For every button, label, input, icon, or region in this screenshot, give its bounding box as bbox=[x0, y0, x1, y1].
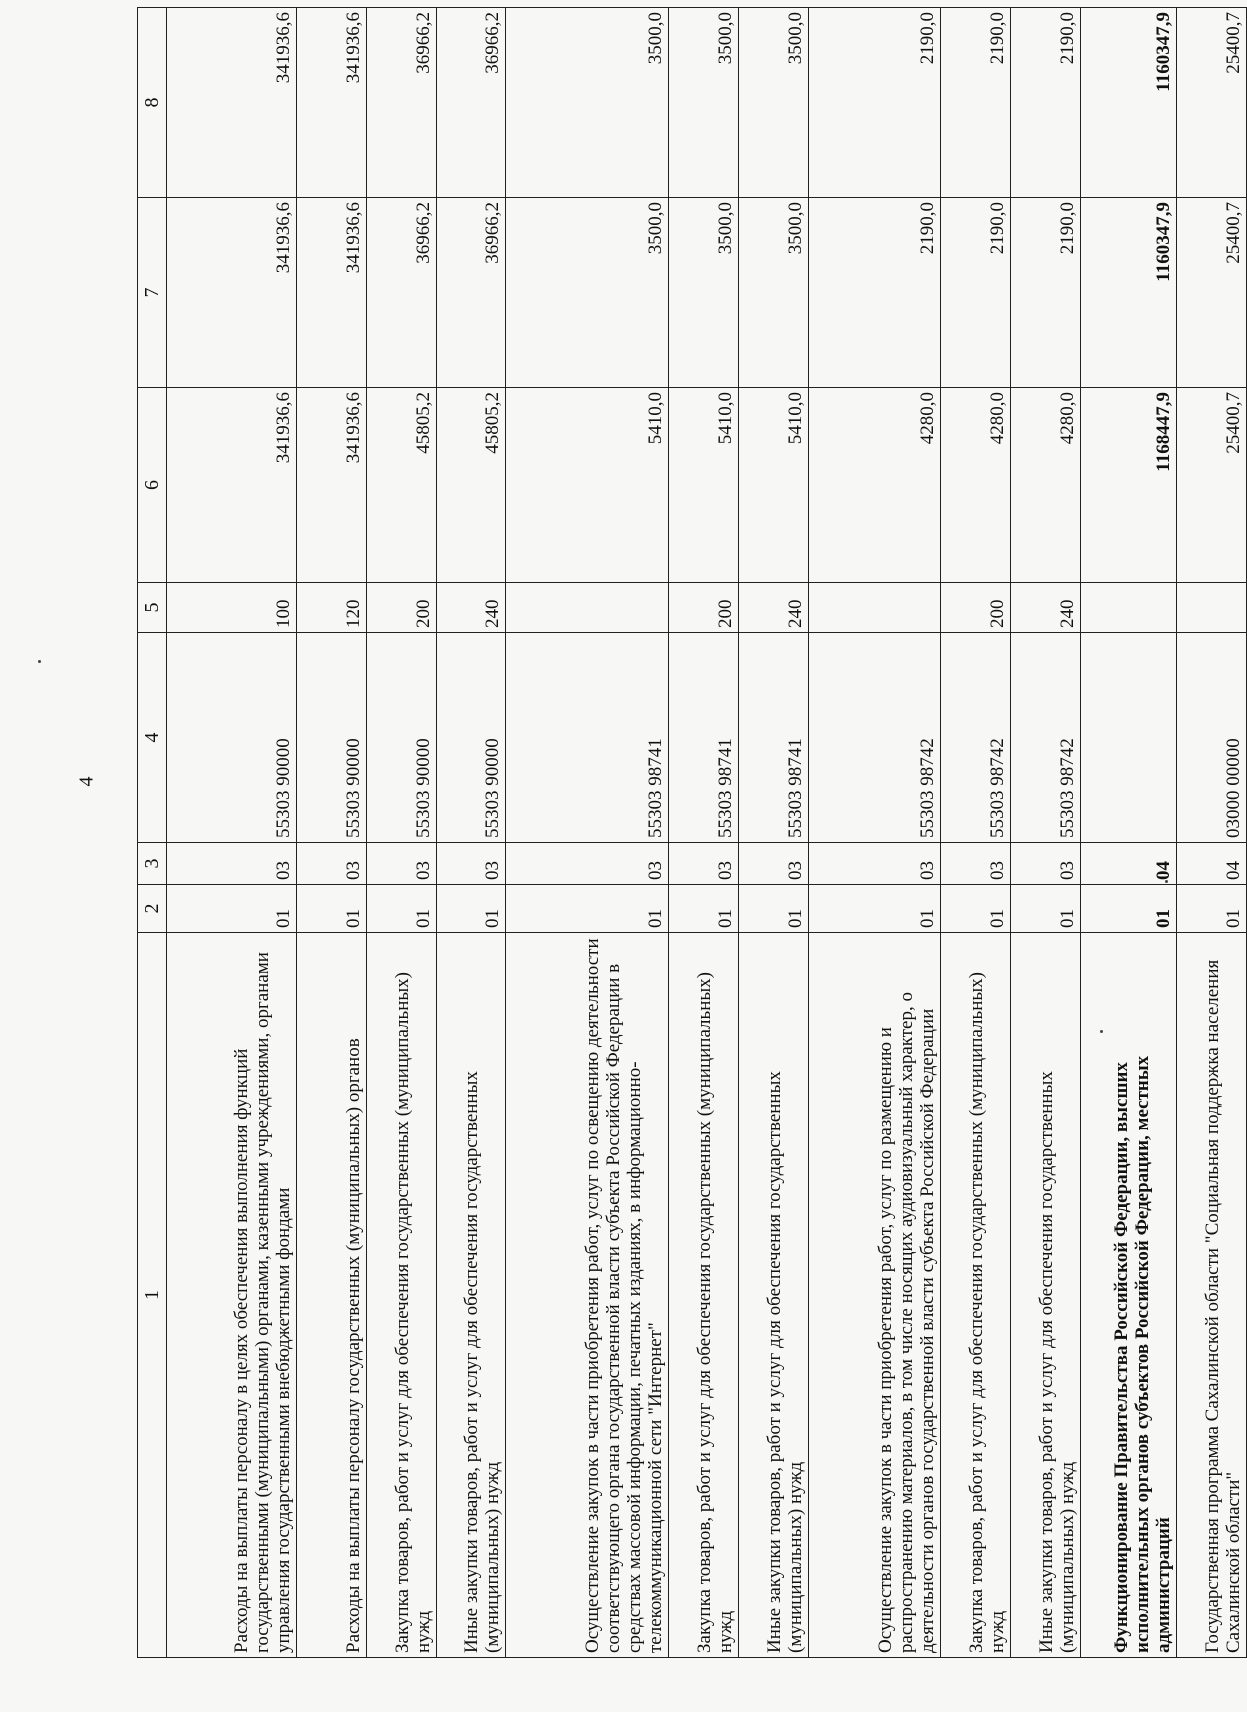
table-row bbox=[436, 8, 506, 1658]
target-article-code: 55303 98742 bbox=[1010, 633, 1080, 843]
col-header-5: 5 bbox=[138, 583, 167, 633]
amount-col6: 341936,6 bbox=[297, 388, 367, 583]
target-article-code: 55303 98741 bbox=[669, 633, 739, 843]
table-row bbox=[1177, 8, 1247, 1658]
table-row bbox=[808, 8, 941, 1658]
amount-col8: 2190,0 bbox=[808, 8, 941, 198]
expense-name: Закупка товаров, работ и услуг для обеспечения государственных (муниципальных) нужд bbox=[669, 933, 739, 1658]
target-article-code: 55303 90000 bbox=[436, 633, 506, 843]
section-code: 01 bbox=[367, 885, 437, 933]
amount-col8: 2190,0 bbox=[1010, 8, 1080, 198]
target-article-code: 55303 98742 bbox=[808, 633, 941, 843]
subsection-code: 03 bbox=[297, 843, 367, 885]
table-body bbox=[167, 8, 1247, 1658]
expense-type-code: 200 bbox=[367, 583, 437, 633]
subsection-code: 03 bbox=[941, 843, 1011, 885]
amount-col6: 25400,7 bbox=[1177, 388, 1247, 583]
amount-col8: 36966,2 bbox=[367, 8, 437, 198]
amount-col8: 2190,0 bbox=[941, 8, 1011, 198]
expense-type-code: 100 bbox=[167, 583, 297, 633]
expense-name: Государственная программа Сахалинской области "Социальная поддержка населения Сахалинской области" bbox=[1177, 933, 1247, 1658]
col-header-2: 2 bbox=[138, 885, 167, 933]
table-row bbox=[739, 8, 809, 1658]
table-row bbox=[669, 8, 739, 1658]
expense-type-code: 240 bbox=[1010, 583, 1080, 633]
amount-col8: 341936,6 bbox=[167, 8, 297, 198]
expense-type-code: 120 bbox=[297, 583, 367, 633]
expense-type-code: 200 bbox=[669, 583, 739, 633]
target-article-code: 03000 00000 bbox=[1177, 633, 1247, 843]
subsection-code: 03 bbox=[367, 843, 437, 885]
section-code: 01 bbox=[739, 885, 809, 933]
scan-speck bbox=[38, 660, 41, 663]
expense-type-code bbox=[1080, 583, 1177, 633]
amount-col7: 3500,0 bbox=[739, 198, 809, 388]
amount-col7: 36966,2 bbox=[367, 198, 437, 388]
subsection-code: 03 bbox=[669, 843, 739, 885]
expense-type-code: 200 bbox=[941, 583, 1011, 633]
subsection-code: 03 bbox=[1010, 843, 1080, 885]
amount-col8: 3500,0 bbox=[739, 8, 809, 198]
col-header-6: 6 bbox=[138, 388, 167, 583]
amount-col7: 1160347,9 bbox=[1080, 198, 1177, 388]
expense-name: Иные закупки товаров, работ и услуг для обеспечения государственных (муниципальных) нужд bbox=[739, 933, 809, 1658]
expense-type-code bbox=[808, 583, 941, 633]
amount-col8: 3500,0 bbox=[506, 8, 669, 198]
amount-col6: 4280,0 bbox=[1010, 388, 1080, 583]
col-header-7: 7 bbox=[138, 198, 167, 388]
subsection-code: 04 bbox=[1080, 843, 1177, 885]
page-number: 4 bbox=[75, 776, 98, 787]
amount-col6: 4280,0 bbox=[808, 388, 941, 583]
amount-col6: 45805,2 bbox=[436, 388, 506, 583]
section-code: 01 bbox=[1177, 885, 1247, 933]
amount-col6: 5410,0 bbox=[506, 388, 669, 583]
expense-name: Осуществление закупок в части приобретения работ, услуг по размещению и распространению материалов, в том числе носящих аудиовизуальный характер, о деятельности органов государственной власти субъекта Российской Федерации bbox=[808, 933, 941, 1658]
col-header-4: 4 bbox=[138, 633, 167, 843]
section-code: 01 bbox=[941, 885, 1011, 933]
expense-type-code: 240 bbox=[739, 583, 809, 633]
expense-name: Расходы на выплаты персоналу в целях обеспечения выполнения функций государственными (муниципальными) органами, казенными учреждениями, органами управления государственными внебюджетными фондами bbox=[167, 933, 297, 1658]
amount-col7: 25400,7 bbox=[1177, 198, 1247, 388]
subsection-code: 03 bbox=[436, 843, 506, 885]
budget-table bbox=[137, 7, 1247, 1658]
section-code: 01 bbox=[436, 885, 506, 933]
table-row bbox=[506, 8, 669, 1658]
target-article-code: 55303 90000 bbox=[297, 633, 367, 843]
amount-col8: 25400,7 bbox=[1177, 8, 1247, 198]
table-row bbox=[167, 8, 297, 1658]
expense-name: Расходы на выплаты персоналу государственных (муниципальных) органов bbox=[297, 933, 367, 1658]
target-article-code: 55303 90000 bbox=[167, 633, 297, 843]
amount-col7: 3500,0 bbox=[506, 198, 669, 388]
table-row bbox=[297, 8, 367, 1658]
section-code: 01 bbox=[808, 885, 941, 933]
amount-col8: 36966,2 bbox=[436, 8, 506, 198]
section-code: 01 bbox=[167, 885, 297, 933]
table-row bbox=[941, 8, 1011, 1658]
table-row bbox=[367, 8, 437, 1658]
table-row bbox=[1080, 8, 1177, 1658]
amount-col6: 5410,0 bbox=[739, 388, 809, 583]
amount-col7: 3500,0 bbox=[669, 198, 739, 388]
amount-col7: 2190,0 bbox=[941, 198, 1011, 388]
amount-col8: 341936,6 bbox=[297, 8, 367, 198]
amount-col7: 36966,2 bbox=[436, 198, 506, 388]
target-article-code bbox=[1080, 633, 1177, 843]
amount-col7: 2190,0 bbox=[1010, 198, 1080, 388]
section-code: 01 bbox=[506, 885, 669, 933]
expense-name: Осуществление закупок в части приобретения работ, услуг по освещению деятельности соответствующего органа государственной власти субъекта Российской Федерации в средствах массовой информации, печатных изданиях, в информационно-телекоммуникационной сети "Интернет" bbox=[506, 933, 669, 1658]
expense-type-code bbox=[506, 583, 669, 633]
amount-col7: 2190,0 bbox=[808, 198, 941, 388]
expense-type-code: 240 bbox=[436, 583, 506, 633]
table-row bbox=[1010, 8, 1080, 1658]
target-article-code: 55303 98741 bbox=[739, 633, 809, 843]
subsection-code: 03 bbox=[808, 843, 941, 885]
expense-name: Закупка товаров, работ и услуг для обеспечения государственных (муниципальных) нужд bbox=[367, 933, 437, 1658]
amount-col6: 341936,6 bbox=[167, 388, 297, 583]
subsection-code: 03 bbox=[506, 843, 669, 885]
expense-type-code bbox=[1177, 583, 1247, 633]
subsection-code: 03 bbox=[167, 843, 297, 885]
amount-col7: 341936,6 bbox=[297, 198, 367, 388]
expense-name: Иные закупки товаров, работ и услуг для обеспечения государственных (муниципальных) нужд bbox=[1010, 933, 1080, 1658]
header-row bbox=[138, 8, 167, 1658]
target-article-code: 55303 90000 bbox=[367, 633, 437, 843]
section-code: 01 bbox=[669, 885, 739, 933]
section-code: 01 bbox=[297, 885, 367, 933]
amount-col6: 5410,0 bbox=[669, 388, 739, 583]
col-header-1: 1 bbox=[138, 933, 167, 1658]
amount-col7: 341936,6 bbox=[167, 198, 297, 388]
amount-col6: 45805,2 bbox=[367, 388, 437, 583]
amount-col8: 3500,0 bbox=[669, 8, 739, 198]
subsection-code: 04 bbox=[1177, 843, 1247, 885]
col-header-3: 3 bbox=[138, 843, 167, 885]
subsection-code: 03 bbox=[739, 843, 809, 885]
amount-col6: 4280,0 bbox=[941, 388, 1011, 583]
target-article-code: 55303 98741 bbox=[506, 633, 669, 843]
section-code: 01 bbox=[1080, 885, 1177, 933]
col-header-8: 8 bbox=[138, 8, 167, 198]
amount-col8: 1160347,9 bbox=[1080, 8, 1177, 198]
target-article-code: 55303 98742 bbox=[941, 633, 1011, 843]
expense-name: Закупка товаров, работ и услуг для обеспечения государственных (муниципальных) нужд bbox=[941, 933, 1011, 1658]
expense-name: Иные закупки товаров, работ и услуг для обеспечения государственных (муниципальных) нужд bbox=[436, 933, 506, 1658]
expense-name: Функционирование Правительства Российской Федерации, высших исполнительных органов субъектов Российской Федерации, местных администраций bbox=[1080, 933, 1177, 1658]
rotated-table-wrapper bbox=[137, 8, 1247, 1658]
section-code: 01 bbox=[1010, 885, 1080, 933]
amount-col6: 1168447,9 bbox=[1080, 388, 1177, 583]
